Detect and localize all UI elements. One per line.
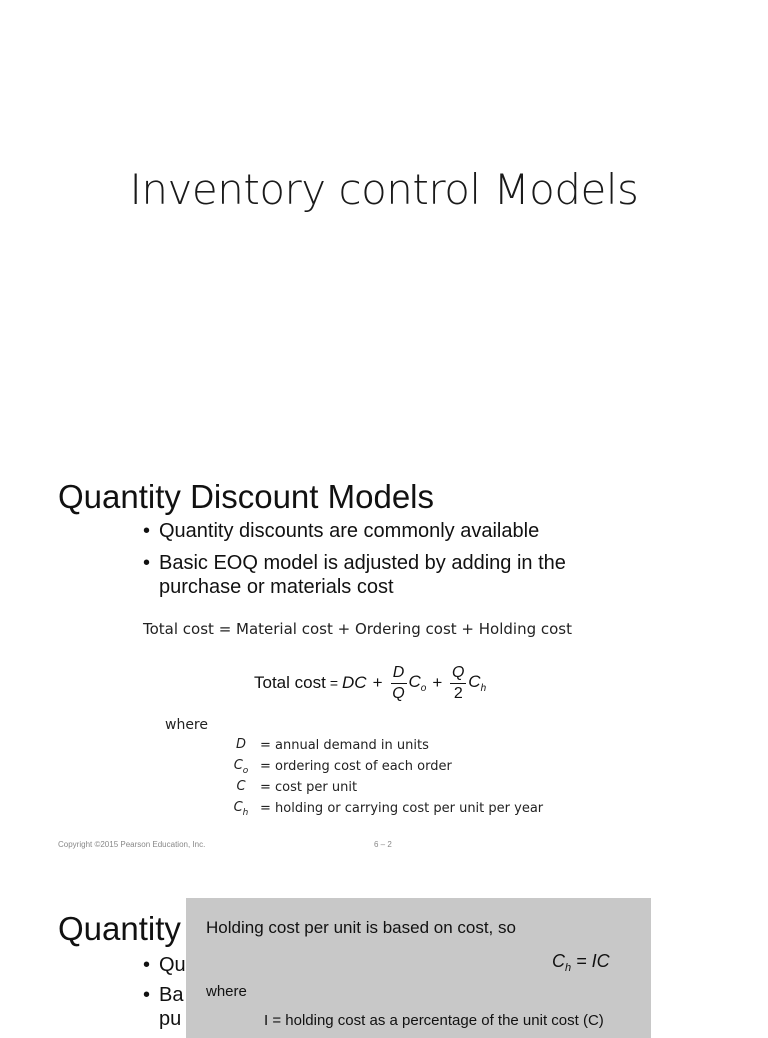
bullet-text: Qu [159, 954, 186, 976]
callout-formula: $C_h$ = IC [552, 951, 610, 974]
fraction-denominator: 2 [453, 684, 463, 702]
definition-text: = cost per unit [260, 780, 358, 795]
fraction-numerator: D [392, 663, 405, 681]
callout-definition: I = holding cost as a percentage of the unit cost (C) [264, 1012, 604, 1029]
formula-plus: + [372, 673, 383, 692]
term-symbol: C [408, 672, 421, 691]
formula-term-co [409, 672, 427, 694]
fraction-bar [391, 683, 407, 684]
callout-text: Holding cost per unit is based on cost, so [206, 918, 516, 937]
definition-row [226, 735, 543, 756]
bullet-text: Basic EOQ model is adjusted by adding in the purchase or materials cost [159, 552, 566, 598]
formula-plus: + [432, 673, 443, 692]
slide2-bullet-list [143, 519, 643, 607]
bullet-text: Ba [159, 984, 184, 1006]
definition-symbol: $C_o$ [233, 757, 249, 776]
formula-equals: = [329, 675, 338, 691]
formula-fraction-d-over-q [391, 664, 407, 703]
definition-text: = ordering cost of each order [260, 759, 452, 774]
copyright-footer: Copyright ©2015 Pearson Education, Inc. [58, 840, 206, 849]
bullet-item [143, 519, 643, 543]
fraction-bar [450, 683, 466, 684]
bullet-glyph: • [143, 520, 151, 542]
holding-cost-callout [186, 898, 651, 1038]
term-subscript: h [480, 683, 487, 694]
definition-row [226, 777, 543, 798]
callout-where-label: where [206, 983, 247, 1000]
bullet-text: pu [159, 1008, 182, 1030]
page-number: 6 – 2 [374, 840, 392, 849]
definition-symbol: C [236, 778, 246, 794]
formula-label: Total cost [254, 673, 326, 692]
term-subscript: o [420, 683, 427, 694]
bullet-glyph: • [143, 552, 151, 574]
term-symbol: C [468, 672, 481, 691]
definition-list [226, 735, 543, 819]
formula-term-ch [468, 672, 486, 694]
definition-symbol: D [235, 736, 246, 752]
slide3-title: Quantity [58, 910, 181, 947]
total-cost-formula [254, 655, 486, 711]
fraction-denominator: Q [392, 684, 405, 702]
formula-term-dc: DC [342, 673, 367, 692]
bullet-item [143, 551, 643, 599]
bullet-glyph: • [143, 984, 151, 1006]
bullet-glyph: • [143, 954, 151, 976]
where-label: where [165, 717, 208, 733]
definition-symbol: $C_h$ [233, 799, 249, 818]
definition-text: = holding or carrying cost per unit per year [260, 801, 544, 816]
formula-fraction-q-over-2 [450, 664, 466, 703]
bullet-text: Quantity discounts are commonly available [159, 520, 540, 542]
slide2-title: Quantity Discount Models [58, 478, 435, 515]
fraction-numerator: Q [452, 663, 465, 681]
definition-text: = annual demand in units [260, 738, 429, 753]
slide1-title: Inventory control Models [129, 165, 639, 214]
definition-row [226, 756, 543, 777]
definition-row [226, 798, 543, 819]
total-cost-statement: Total cost = Material cost + Ordering cost + Holding cost [143, 620, 573, 638]
